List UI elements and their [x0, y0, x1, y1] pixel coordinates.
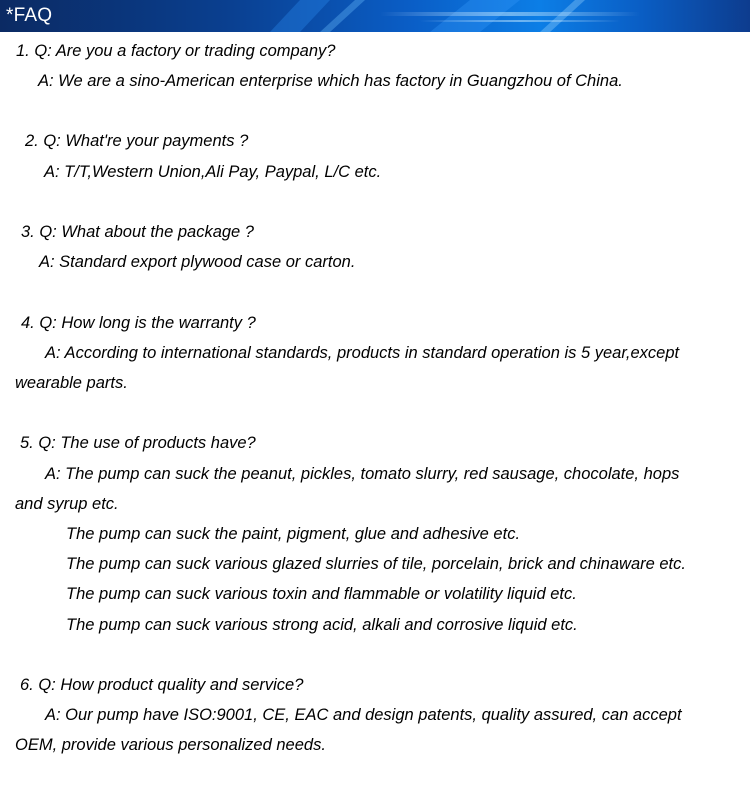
faq-answer: A: Standard export plywood case or carton. — [39, 253, 356, 271]
header-decoration — [0, 0, 750, 32]
faq-answer-line: and syrup etc. — [15, 495, 119, 513]
faq-question: 5. Q: The use of products have? — [20, 434, 256, 452]
faq-answer-line: OEM, provide various personalized needs. — [15, 736, 326, 754]
faq-question: 4. Q: How long is the warranty ? — [21, 314, 256, 332]
faq-question: 1. Q: Are you a factory or trading company? — [16, 42, 336, 60]
faq-answer: A: We are a sino-American enterprise which has factory in Guangzhou of China. — [38, 72, 623, 90]
faq-question: 2. Q: What're your payments ? — [25, 132, 249, 150]
faq-answer: A: T/T,Western Union,Ali Pay, Paypal, L/C etc. — [44, 163, 382, 181]
faq-answer-extra: The pump can suck various glazed slurries of tile, porcelain, brick and chinaware etc. — [66, 555, 686, 573]
faq-answer-extra: The pump can suck the paint, pigment, glue and adhesive etc. — [66, 525, 521, 543]
faq-answer-extra: The pump can suck various toxin and flammable or volatility liquid etc. — [66, 585, 577, 603]
faq-question: 3. Q: What about the package ? — [21, 223, 254, 241]
faq-answer-line: A: Our pump have ISO:9001, CE, EAC and design patents, quality assured, can accept — [45, 706, 682, 724]
faq-answer-line: wearable parts. — [15, 374, 128, 392]
faq-answer-extra: The pump can suck various strong acid, alkali and corrosive liquid etc. — [66, 616, 578, 634]
faq-question: 6. Q: How product quality and service? — [20, 676, 304, 694]
faq-answer-line: A: According to international standards, products in standard operation is 5 year,except — [45, 344, 680, 362]
faq-header-banner — [0, 0, 750, 32]
page-title: *FAQ — [6, 5, 53, 26]
faq-answer-line: A: The pump can suck the peanut, pickles, tomato slurry, red sausage, chocolate, hops — [45, 465, 680, 483]
